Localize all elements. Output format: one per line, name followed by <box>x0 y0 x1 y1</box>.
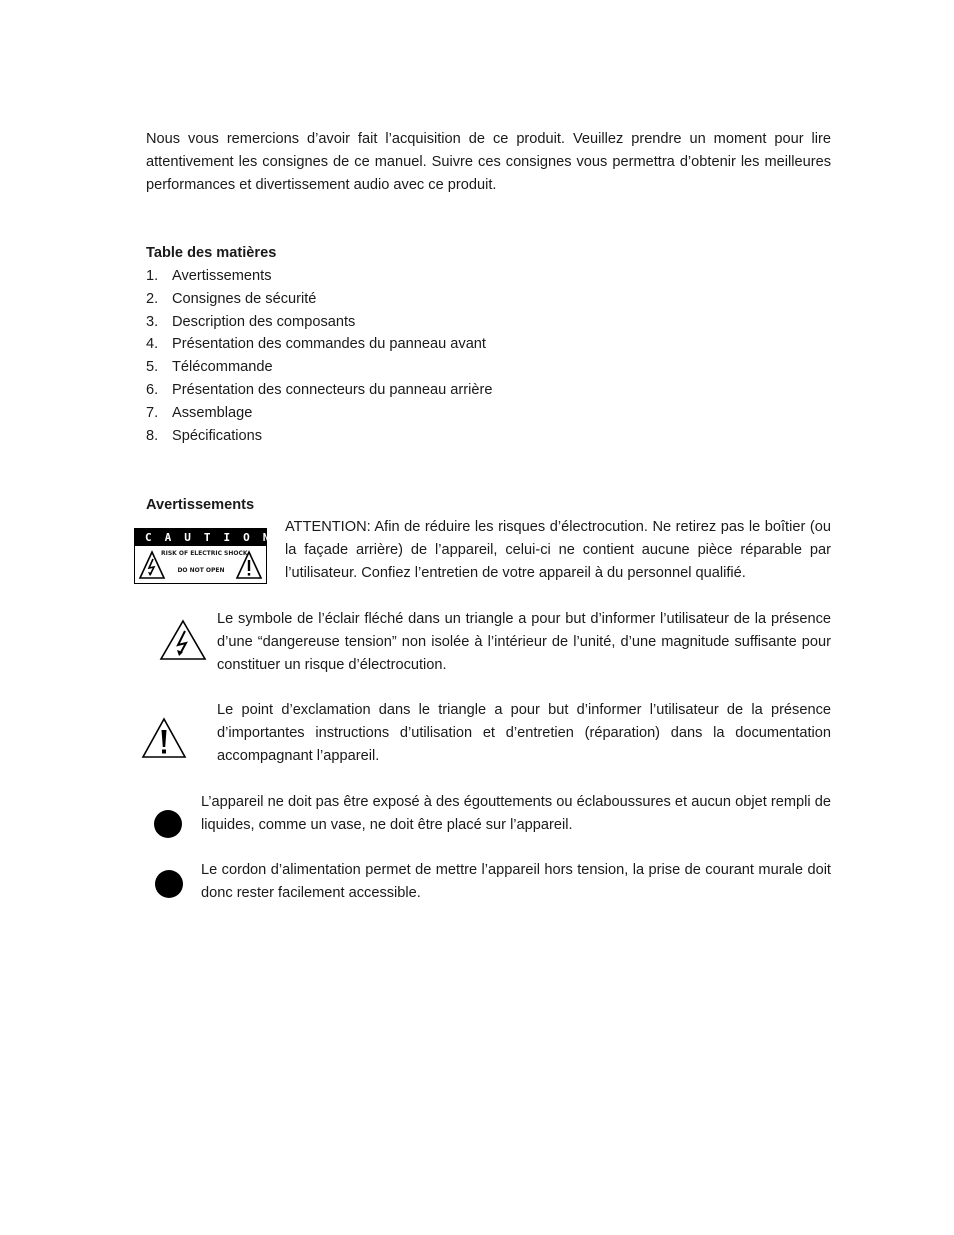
toc-item-number: 6. <box>146 381 159 398</box>
toc-item-label: Avertissements <box>172 268 272 284</box>
list-item <box>146 379 492 402</box>
toc-item-number: 2. <box>146 290 159 307</box>
list-item <box>146 333 492 356</box>
list-item <box>146 288 492 311</box>
list-item <box>146 265 492 288</box>
caution-do-not-open-text: DO NOT OPEN <box>177 567 225 574</box>
toc-item-number: 8. <box>146 427 159 444</box>
toc-item-label: Spécifications <box>172 427 263 444</box>
toc-item-number: 4. <box>146 336 159 353</box>
toc-item-number: 3. <box>146 313 159 330</box>
toc-item-label: Description des composants <box>172 313 356 330</box>
bullet-dot-icon <box>155 870 183 898</box>
list-item <box>146 402 492 425</box>
list-item <box>146 425 492 448</box>
power-cord-paragraph: Le cordon d’alimentation permet de mettre l’appareil hors tension, la prise de courant murale doit donc rester facilement accessible. <box>201 862 831 901</box>
exclamation-warning-icon <box>235 549 263 581</box>
attention-paragraph: ATTENTION: Afin de réduire les risques d’électrocution. Ne retirez pas le boîtier (ou la façade arrière) de l’appareil, celui-ci ne contient aucune pièce réparable par l’utilisateur. Confiez l’entretien de votre appareil à du personnel qualifié. <box>285 519 831 581</box>
caution-risk-text: RISK OF ELECTRIC SHOCK <box>161 550 248 557</box>
exclamation-symbol-paragraph: Le point d’exclamation dans le triangle a pour but d’informer l’utilisateur de la présence d’importantes instructions d’utilisation et d’entretien (réparation) dans la documentation accompagnant l’appareil. <box>217 702 831 764</box>
toc-heading: Table des matières <box>146 245 277 261</box>
lightning-triangle-icon <box>158 618 208 662</box>
toc-item-label: Présentation des connecteurs du panneau arrière <box>172 381 493 398</box>
list-item <box>146 356 492 379</box>
toc-item-label: Assemblage <box>172 404 253 421</box>
exclamation-triangle-icon <box>140 716 188 760</box>
toc-item-number: 1. <box>146 268 159 284</box>
caution-title: CAUTION <box>135 529 266 546</box>
intro-paragraph: Nous vous remercions d’avoir fait l’acquisition de ce produit. Veuillez prendre un moment pour lire attentivement les consignes de ce manuel. Suivre ces consignes vous permettra d’obtenir les meilleures performances et divertissement audio avec ce produit. <box>146 131 831 193</box>
water-warning-paragraph: L’appareil ne doit pas être exposé à des égouttements ou éclaboussures et aucun objet rempli de liquides, comme un vase, ne doit être placé sur l’appareil. <box>201 794 831 833</box>
toc-item-number: 5. <box>146 359 159 376</box>
warnings-heading: Avertissements <box>146 497 255 513</box>
toc-item-label: Présentation des commandes du panneau avant <box>172 336 486 353</box>
toc-item-label: Télécommande <box>172 359 273 376</box>
caution-label <box>134 528 283 584</box>
list-item <box>146 311 492 334</box>
toc-item-label: Consignes de sécurité <box>172 290 317 307</box>
toc-item-number: 7. <box>146 404 159 421</box>
lightning-symbol-paragraph: Le symbole de l’éclair fléché dans un triangle a pour but d’informer l’utilisateur de la présence d’une “dangereuse tension” non isolée à l’intérieur de l’unité, d’une magnitude suffisante pour constituer un risque d’électrocution. <box>217 611 831 673</box>
bullet-dot-icon <box>154 810 182 838</box>
toc-list <box>146 265 492 447</box>
